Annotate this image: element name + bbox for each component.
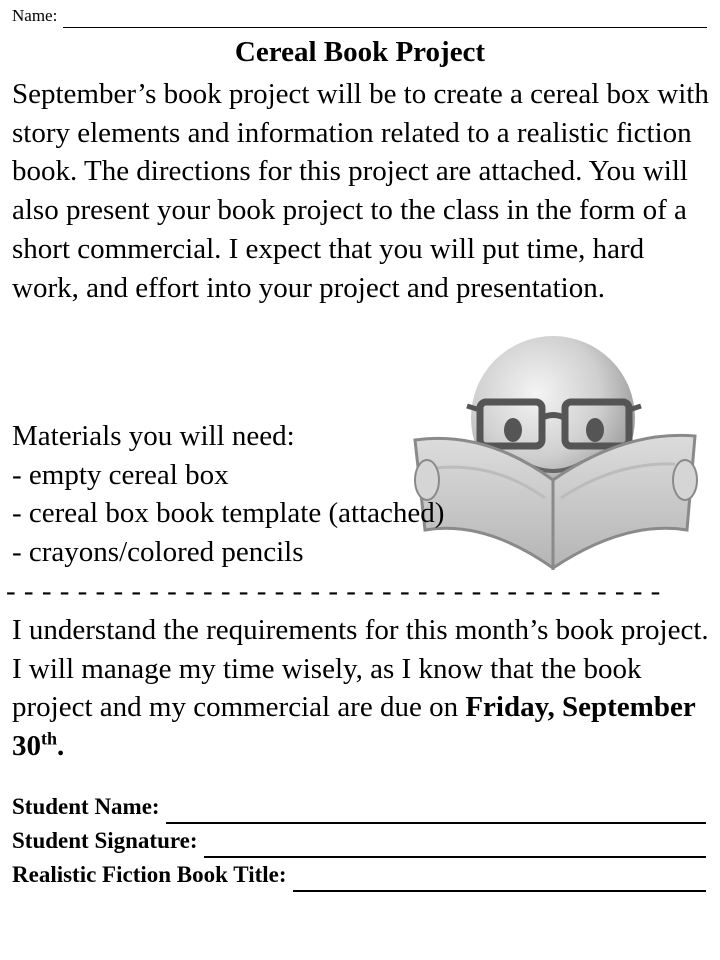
agreement-paragraph	[12, 611, 712, 766]
name-row	[12, 4, 707, 28]
due-date-period: .	[57, 730, 65, 763]
material-item: - crayons/colored pencils	[12, 536, 304, 569]
material-item: - empty cereal box	[12, 458, 229, 491]
student-signature-label: Student Signature:	[12, 828, 198, 853]
due-date-suffix: th	[41, 728, 58, 749]
agreement-text: I understand the requirements for this month’s book project. I will manage my time wisely, as I know that the book project and my commercial are due on	[12, 614, 709, 724]
name-blank-line	[63, 9, 707, 28]
student-signature-blank[interactable]	[204, 832, 706, 858]
page-title: Cereal Book Project	[234, 36, 486, 68]
cut-line-divider: - - - - - - - - - - - - - - - - - - - - - - - - - - - - - - - - - - - - -	[6, 575, 661, 607]
signature-fields	[12, 790, 706, 892]
materials-list	[12, 417, 712, 572]
name-label: Name:	[12, 6, 58, 25]
book-title-label: Realistic Fiction Book Title:	[12, 862, 287, 887]
due-date-text: Friday, September 30	[12, 691, 696, 763]
materials-heading: Materials you will need:	[12, 420, 295, 452]
book-title-blank[interactable]	[293, 866, 707, 892]
student-name-field[interactable]	[12, 790, 706, 824]
intro-paragraph	[12, 75, 712, 307]
book-title-field[interactable]	[12, 858, 706, 892]
intro-text: September’s book project will be to create a cereal box with story elements and information related to a realistic fiction book. The directions for this project are attached. You will also present your book project to the class in the form of a short commercial. I expect that you will put time, hard work, and effort into your project and presentation.	[12, 78, 709, 304]
student-name-blank[interactable]	[166, 798, 706, 824]
student-signature-field[interactable]	[12, 824, 706, 858]
material-item: - cereal box book template (attached)	[12, 497, 445, 530]
student-name-label: Student Name:	[12, 794, 160, 819]
